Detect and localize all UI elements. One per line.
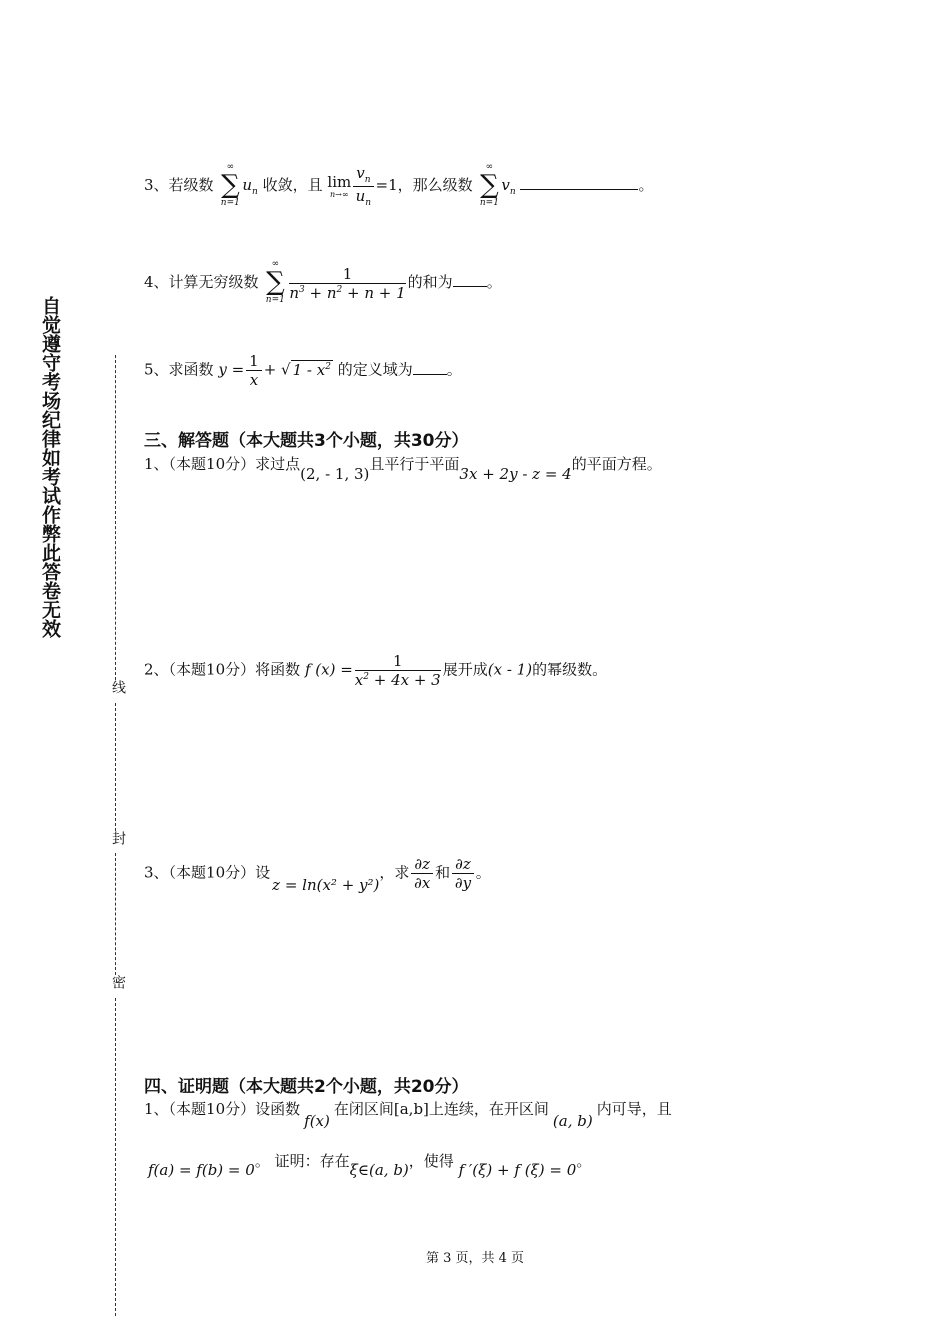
partial-z-y: $\frac{\partial z}{\partial y}$ <box>452 855 474 892</box>
answer-blank[interactable] <box>413 374 447 375</box>
section-4-heading: 四、证明题（本大题共2个小题，共20分） <box>144 1077 469 1097</box>
answer-blank[interactable] <box>453 286 487 287</box>
seal-word-line: 线 <box>110 680 126 694</box>
section-3-question-3: 3、（本题10分）设z = ln(x² + y²)，求 $\frac{\partial z}{\partial x}$ 和 $\frac{\partial z}{\partial y}$ 。 <box>144 855 491 894</box>
section-4-question-1: 1、（本题10分）设函数f(x)在闭区间[a,b]上连续，在开区间(a, b)内可导，且 <box>144 1100 672 1130</box>
fill-question-5: 5、求函数 y = $\frac{1}{x}$ + √ $1 - x^2$ 的定义域为 。 <box>144 352 462 389</box>
binding-dash-line <box>115 703 116 831</box>
section-3-question-1: 1、（本题10分）求过点(2, - 1, 3)且平行于平面3x + 2y - z = 4的平面方程。 <box>144 455 662 483</box>
reciprocal-fraction: $\frac{1}{x}$ <box>246 352 262 389</box>
answer-blank[interactable] <box>520 189 638 190</box>
binding-dash-line <box>115 355 116 680</box>
function-fraction: $\frac{1}{x^2 + 4x + 3}$ <box>354 652 441 689</box>
series-term-fraction: $\frac{1}{n^3 + n^2 + n + 1}$ <box>289 264 406 302</box>
ratio-fraction: $\frac{v_n}{u_n}$ <box>353 164 373 209</box>
partial-z-x: $\frac{\partial z}{\partial x}$ <box>411 855 433 892</box>
exam-integrity-warning: 自觉遵守考场纪律如考试作弊此答卷无效 <box>39 296 61 638</box>
sum-symbol: ∞ ∑ n=1 <box>220 162 240 208</box>
seal-word-seal: 封 <box>110 831 126 845</box>
binding-dash-line <box>115 998 116 1316</box>
fill-question-4: 4、计算无穷级数 ∞ ∑ n=1 $\frac{1}{n^3 + n^2 + n + 1}$ 的和为 。 <box>144 259 502 305</box>
section-3-question-2: 2、（本题10分）将函数 f (x) = $\frac{1}{x^2 + 4x + 3}$ 展开成(x - 1)的幂级数。 <box>144 652 608 689</box>
page-number: 第 3 页，共 4 页 <box>425 1251 525 1266</box>
section-3-heading: 三、解答题（本大题共3个小题，共30分） <box>144 431 469 451</box>
section-4-question-1-cont: f(a) = f(b) = 0。 证明：存在ξ∈(a, b)，使得 f ′(ξ) + f (ξ) = 0。 <box>148 1152 592 1179</box>
fill-question-3: 3、若级数 ∞ ∑ n=1 $u_n$ 收敛，且 lim n→∞ $\frac{v_n}{u_n}$ =1，那么级数 ∞ ∑ n=1 $v_n$ 。 <box>144 162 654 208</box>
seal-word-secret: 密 <box>110 975 126 989</box>
binding-dash-line <box>115 853 116 975</box>
